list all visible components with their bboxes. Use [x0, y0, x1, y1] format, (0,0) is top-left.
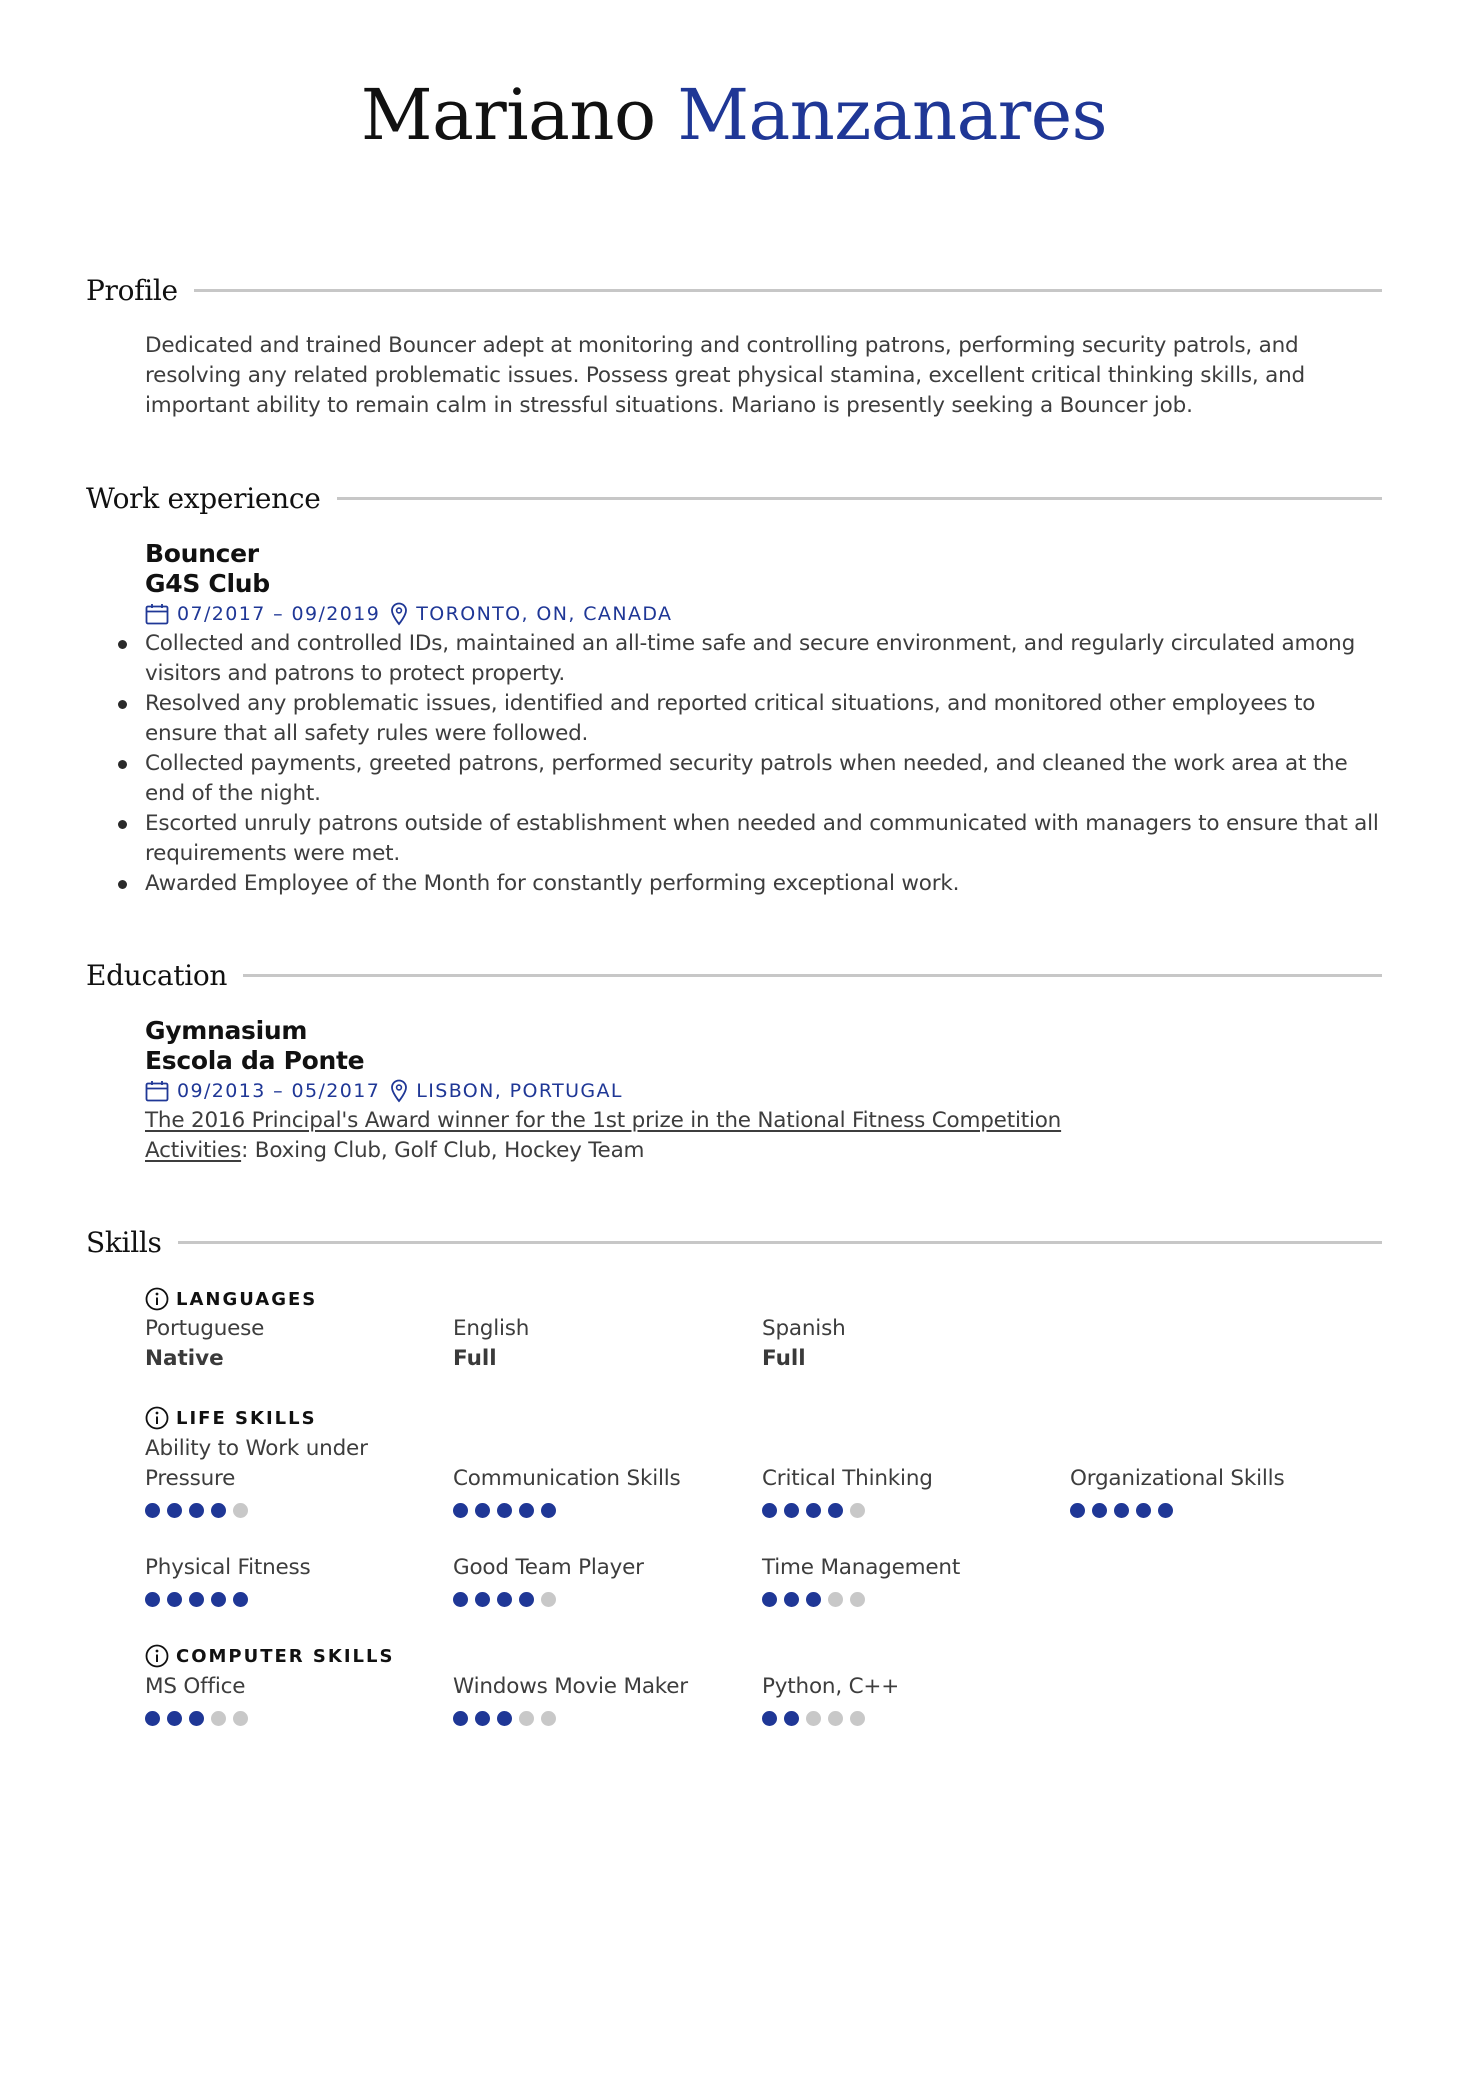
skill-name: MS Office — [145, 1674, 246, 1699]
skill-name: Good Team Player — [453, 1555, 644, 1580]
rating-dot-empty — [541, 1711, 556, 1726]
profile-section-header — [86, 270, 1382, 310]
section-divider — [337, 497, 1382, 500]
rating-dot-filled — [1158, 1503, 1173, 1518]
section-title-skills: Skills — [86, 1225, 162, 1259]
job-meta — [145, 599, 1382, 629]
rating-dot-filled — [1070, 1503, 1085, 1518]
rating-dot-filled — [145, 1592, 160, 1607]
info-icon — [145, 1644, 169, 1668]
info-icon — [145, 1287, 169, 1311]
skill-name: Python, C++ — [762, 1674, 900, 1699]
job-dates: 07/2017 – 09/2019 — [177, 603, 381, 625]
rating-dot-filled — [453, 1711, 468, 1726]
skill-rating — [762, 1591, 1062, 1607]
rating-dot-empty — [850, 1711, 865, 1726]
rating-dot-filled — [497, 1592, 512, 1607]
rating-dot-filled — [541, 1503, 556, 1518]
life-skills-category — [145, 1403, 317, 1433]
rating-dot-empty — [519, 1711, 534, 1726]
language-name: Portuguese — [145, 1316, 265, 1341]
section-divider — [243, 974, 1382, 977]
rating-dot-filled — [453, 1592, 468, 1607]
rating-dot-filled — [519, 1592, 534, 1607]
rating-dot-filled — [497, 1503, 512, 1518]
job-title: Bouncer — [145, 539, 259, 568]
skill-name: Critical Thinking — [762, 1466, 933, 1491]
language-item — [453, 1314, 753, 1374]
rating-dot-empty — [828, 1711, 843, 1726]
skill-item — [762, 1672, 1062, 1726]
education-dates: 09/2013 – 05/2017 — [177, 1080, 381, 1102]
skill-name: Communication Skills — [453, 1466, 681, 1491]
list-item: Escorted unruly patrons outside of establishment when needed and communicated with managers to ensure that all requirements were met. — [115, 809, 1382, 869]
rating-dot-filled — [784, 1503, 799, 1518]
rating-dot-empty — [211, 1711, 226, 1726]
rating-dot-filled — [211, 1503, 226, 1518]
info-icon — [145, 1406, 169, 1430]
education-section-header — [86, 955, 1382, 995]
rating-dot-filled — [762, 1592, 777, 1607]
rating-dot-filled — [784, 1592, 799, 1607]
rating-dot-filled — [1136, 1503, 1151, 1518]
education-meta — [145, 1076, 1382, 1106]
rating-dot-empty — [828, 1592, 843, 1607]
activities-list: : Boxing Club, Golf Club, Hockey Team — [241, 1138, 645, 1163]
rating-dot-filled — [233, 1592, 248, 1607]
activities-label: Activities — [145, 1138, 242, 1163]
skill-item — [453, 1553, 753, 1607]
profile-body — [145, 331, 1382, 421]
skill-item — [1070, 1434, 1370, 1518]
computer-skills-category — [145, 1641, 394, 1671]
calendar-icon — [145, 1080, 169, 1102]
languages-label: LANGUAGES — [176, 1288, 318, 1310]
list-item: Awarded Employee of the Month for constantly performing exceptional work. — [115, 869, 1382, 899]
section-divider — [178, 1241, 1382, 1244]
skill-item — [145, 1434, 385, 1518]
job-bullets — [115, 629, 1382, 899]
skill-name: Time Management — [762, 1555, 961, 1580]
rating-dot-filled — [211, 1592, 226, 1607]
skill-rating — [1070, 1502, 1370, 1518]
skill-rating — [453, 1502, 753, 1518]
language-level: Full — [453, 1346, 497, 1371]
skill-item — [145, 1553, 445, 1607]
rating-dot-filled — [762, 1711, 777, 1726]
skill-rating — [145, 1591, 445, 1607]
activities-line — [145, 1136, 1382, 1166]
rating-dot-filled — [189, 1503, 204, 1518]
language-item — [762, 1314, 1062, 1374]
skill-item — [762, 1553, 1062, 1607]
calendar-icon — [145, 603, 169, 625]
list-item: Collected and controlled IDs, maintained an all-time safe and secure environment, and regularly circulated among visitors and patrons to protect property. — [115, 629, 1382, 689]
skill-rating — [762, 1710, 1062, 1726]
work-section-header — [86, 478, 1382, 518]
list-item: Collected payments, greeted patrons, performed security patrols when needed, and cleaned the work area at the end of the night. — [115, 749, 1382, 809]
education-location: LISBON, PORTUGAL — [416, 1080, 623, 1102]
profile-text: Dedicated and trained Bouncer adept at monitoring and controlling patrons, performing security patrols, and resolving any related problematic issues. Possess great physical stamina, excellent critical thinking skills, and important ability to remain calm in stressful situations. Mariano is presently seeking a Bouncer job. — [145, 333, 1305, 418]
skill-name: Physical Fitness — [145, 1555, 311, 1580]
computer-skills-label: COMPUTER SKILLS — [176, 1645, 395, 1667]
list-item: Resolved any problematic issues, identified and reported critical situations, and monitored other employees to ensure that all safety rules were followed. — [115, 689, 1382, 749]
rating-dot-empty — [233, 1711, 248, 1726]
rating-dot-filled — [762, 1503, 777, 1518]
section-title-education: Education — [86, 958, 228, 992]
rating-dot-filled — [806, 1592, 821, 1607]
education-entry — [145, 1016, 1382, 1166]
rating-dot-empty — [850, 1592, 865, 1607]
job-location: TORONTO, ON, CANADA — [416, 603, 673, 625]
life-skills-label: LIFE SKILLS — [176, 1407, 317, 1429]
rating-dot-filled — [145, 1711, 160, 1726]
rating-dot-empty — [541, 1592, 556, 1607]
language-name: English — [453, 1316, 530, 1341]
skills-section-header — [86, 1222, 1382, 1262]
rating-dot-empty — [806, 1711, 821, 1726]
rating-dot-empty — [233, 1503, 248, 1518]
award-text: The 2016 Principal's Award winner for the 1st prize in the National Fitness Competition — [145, 1108, 1062, 1133]
rating-dot-filled — [1114, 1503, 1129, 1518]
skill-item — [453, 1434, 753, 1518]
languages-category — [145, 1284, 1382, 1314]
last-name: Manzanares — [677, 74, 1108, 156]
skill-rating — [453, 1591, 753, 1607]
rating-dot-filled — [806, 1503, 821, 1518]
rating-dot-empty — [850, 1503, 865, 1518]
skill-name: Organizational Skills — [1070, 1466, 1285, 1491]
rating-dot-filled — [784, 1711, 799, 1726]
rating-dot-filled — [519, 1503, 534, 1518]
rating-dot-filled — [189, 1711, 204, 1726]
skills-body — [145, 1284, 1382, 1699]
rating-dot-filled — [475, 1503, 490, 1518]
skill-item — [145, 1672, 445, 1726]
language-level: Full — [762, 1346, 806, 1371]
location-pin-icon — [390, 1079, 408, 1103]
language-level: Native — [145, 1346, 224, 1371]
rating-dot-filled — [167, 1592, 182, 1607]
language-name: Spanish — [762, 1316, 846, 1341]
language-item — [145, 1314, 445, 1374]
rating-dot-filled — [497, 1711, 512, 1726]
skill-name: Ability to Work under Pressure — [145, 1436, 368, 1491]
skill-name: Windows Movie Maker — [453, 1674, 688, 1699]
skill-rating — [145, 1502, 385, 1518]
skill-item — [453, 1672, 753, 1726]
skill-item — [762, 1434, 1062, 1518]
section-title-work: Work experience — [86, 481, 321, 515]
company-name: G4S Club — [145, 569, 270, 598]
section-divider — [194, 289, 1382, 292]
skill-rating — [453, 1710, 753, 1726]
rating-dot-filled — [167, 1503, 182, 1518]
location-pin-icon — [390, 602, 408, 626]
rating-dot-filled — [453, 1503, 468, 1518]
rating-dot-filled — [189, 1592, 204, 1607]
rating-dot-filled — [145, 1503, 160, 1518]
candidate-name — [0, 70, 1468, 160]
first-name: Mariano — [360, 74, 656, 156]
skill-rating — [762, 1502, 1062, 1518]
degree-title: Gymnasium — [145, 1016, 308, 1045]
section-title-profile: Profile — [86, 273, 178, 307]
rating-dot-filled — [1092, 1503, 1107, 1518]
work-entry — [145, 539, 1382, 899]
school-name: Escola da Ponte — [145, 1046, 365, 1075]
rating-dot-filled — [828, 1503, 843, 1518]
rating-dot-filled — [475, 1711, 490, 1726]
rating-dot-filled — [167, 1711, 182, 1726]
skill-rating — [145, 1710, 445, 1726]
rating-dot-filled — [475, 1592, 490, 1607]
